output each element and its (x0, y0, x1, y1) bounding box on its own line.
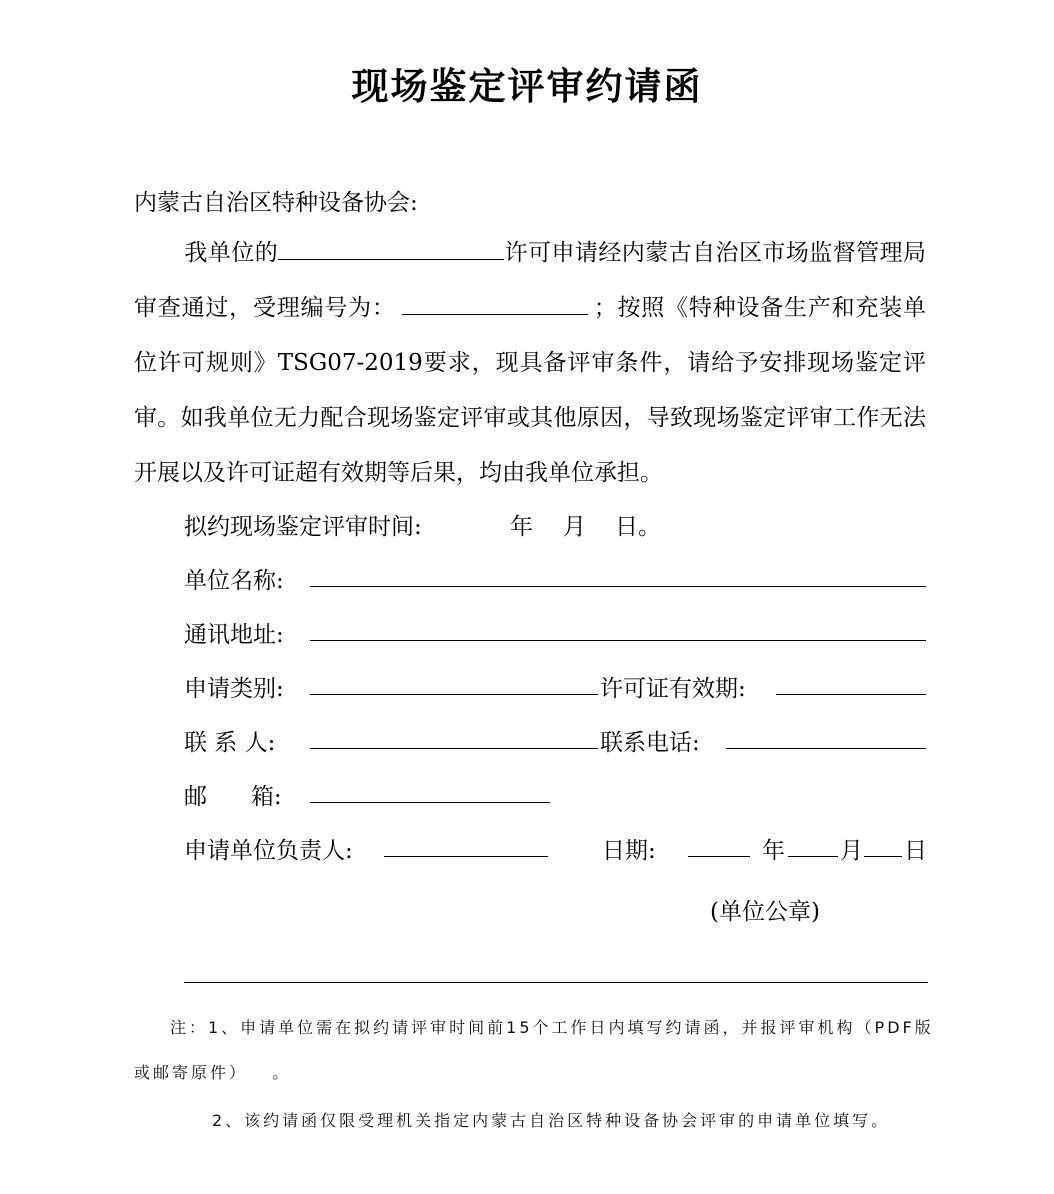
acceptance-number-blank[interactable] (402, 288, 588, 315)
addressee: 内蒙古自治区特种设备协会: (134, 190, 418, 216)
email-line[interactable] (310, 776, 550, 803)
contact-label: 联 系 人: (184, 730, 276, 756)
note-1-line-a: 注：1、申请单位需在拟约请评审时间前15个工作日内填写约请函，并报评审机构（PDF版 (170, 1018, 934, 1037)
appointment-day: 日。 (615, 514, 661, 540)
phone-label: 联系电话: (600, 730, 700, 756)
email-label: 邮 箱: (184, 784, 282, 810)
date-year-line[interactable] (688, 830, 750, 857)
body-paragraph (134, 226, 926, 501)
note-1-line-b: 或邮寄原件） 。 (134, 1063, 292, 1082)
body-text-part3: ；按照《特种设备生产和充装单位许可规则》TSG07-2019要求，现具备评审条件，请给予安排现场鉴定评审。如我单位无力配合现场鉴定评审或其他原因，导致现场鉴定评审工作无法开展以及许可证超有效期等后果，均由我单位承担。 (134, 295, 927, 486)
date-month-line[interactable] (788, 830, 838, 857)
responsible-line[interactable] (384, 830, 548, 857)
address-line[interactable] (310, 614, 926, 641)
date-day: 日 (904, 838, 927, 864)
appointment-month: 月 (563, 514, 586, 540)
category-line[interactable] (310, 668, 598, 695)
date-day-line[interactable] (864, 830, 902, 857)
address-label: 通讯地址: (184, 622, 284, 648)
document-title: 现场鉴定评审约请函 (351, 64, 703, 108)
unit-name-label: 单位名称: (184, 568, 284, 594)
responsible-label: 申请单位负责人: (184, 838, 353, 864)
unit-name-line[interactable] (310, 560, 926, 587)
phone-line[interactable] (726, 722, 926, 749)
body-text-part1: 我单位的 (184, 240, 279, 266)
appointment-label: 拟约现场鉴定评审时间: (184, 514, 422, 540)
license-type-blank[interactable] (278, 233, 504, 260)
body-text-part2: 许可申请经内蒙古自治区市场监督管理局审查通过，受理编号为： (134, 240, 927, 321)
unit-seal-label: (单位公章) (710, 899, 820, 925)
validity-line[interactable] (776, 668, 926, 695)
date-month: 月 (840, 838, 863, 864)
appointment-year: 年 (510, 514, 533, 540)
contact-line[interactable] (310, 722, 598, 749)
validity-label: 许可证有效期: (600, 676, 746, 702)
separator-line (184, 982, 928, 983)
category-label: 申请类别: (184, 676, 284, 702)
note-2: 2、该约请函仅限受理机关指定内蒙古自治区特种设备协会评审的申请单位填写。 (212, 1111, 891, 1130)
date-year: 年 (762, 838, 785, 864)
date-label: 日期: (602, 838, 656, 864)
